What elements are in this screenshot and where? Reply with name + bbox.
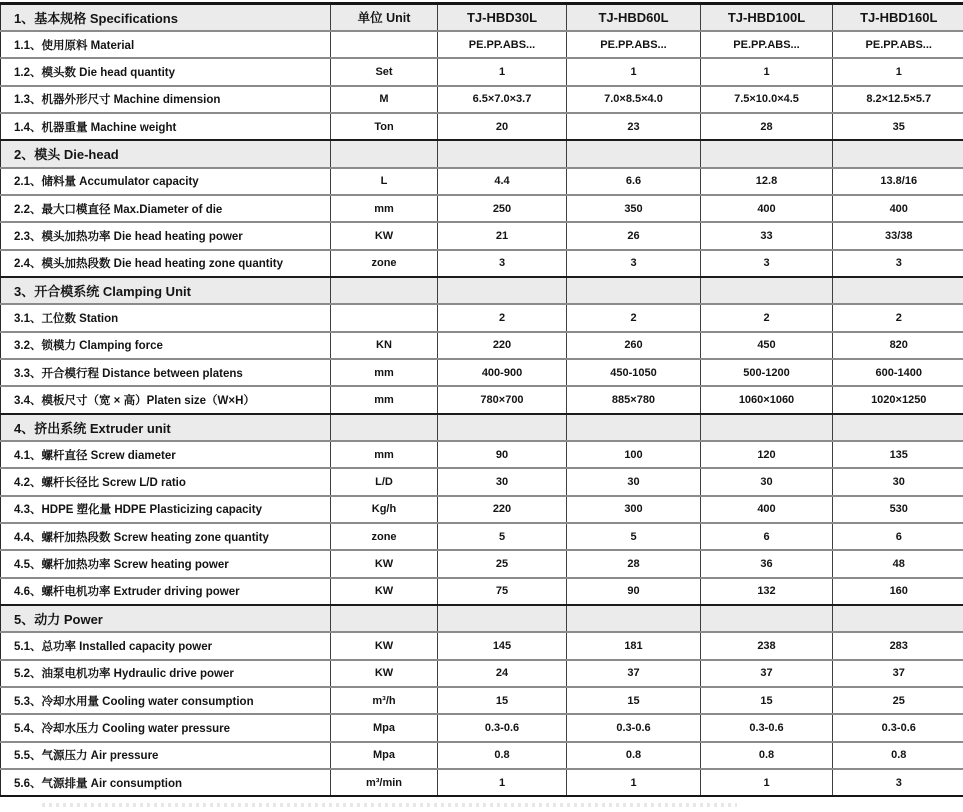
spec-value: 30: [567, 468, 701, 495]
spec-value: 2: [701, 304, 833, 331]
spec-label: 5.5、气源压力 Air pressure: [14, 750, 159, 763]
spec-value: 23: [567, 113, 701, 140]
spec-value: 145: [438, 632, 567, 659]
section-empty-value-cell: [701, 605, 833, 632]
section-empty-value-cell: [701, 414, 833, 441]
spec-label: 1.1、使用原料 Material: [14, 39, 135, 52]
spec-value: 500-1200: [701, 359, 833, 386]
spec-label: 4.3、HDPE 塑化量 HDPE Plasticizing capacity: [14, 504, 262, 517]
section-empty-value-cell: [833, 605, 963, 632]
spec-row: [1, 496, 963, 523]
spec-label: 3.3、开合模行程 Distance between platens: [14, 367, 243, 380]
section-title: 4、挤出系统 Extruder unit: [14, 420, 171, 436]
spec-label: 4.1、螺杆直径 Screw diameter: [14, 449, 176, 462]
spec-value: 28: [701, 113, 833, 140]
spec-unit: KW: [331, 222, 438, 249]
spec-value: 1020×1250: [833, 386, 963, 413]
section-empty-value-cell: [438, 414, 567, 441]
spec-value: 13.8/16: [833, 168, 963, 195]
spec-value: 120: [701, 441, 833, 468]
spec-value: 260: [567, 332, 701, 359]
spec-value: 15: [438, 687, 567, 714]
spec-value: 530: [833, 496, 963, 523]
spec-value: 400-900: [438, 359, 567, 386]
spec-value: 0.3-0.6: [833, 714, 963, 741]
spec-value: 90: [438, 441, 567, 468]
spec-table-body: [1, 31, 963, 797]
spec-row: [1, 304, 963, 331]
spec-value: 181: [567, 632, 701, 659]
spec-row: [1, 523, 963, 550]
spec-value: 25: [833, 687, 963, 714]
spec-row: [1, 332, 963, 359]
section-header-row: [1, 414, 963, 441]
spec-value: 1: [701, 769, 833, 796]
section-empty-value-cell: [701, 277, 833, 304]
section-empty-unit-cell: [331, 140, 438, 167]
spec-unit: mm: [331, 441, 438, 468]
specifications-section-title: 1、基本规格 Specifications: [14, 10, 178, 26]
spec-value: 15: [701, 687, 833, 714]
spec-value: 6: [833, 523, 963, 550]
spec-value: 30: [701, 468, 833, 495]
section-empty-value-cell: [567, 414, 701, 441]
model-column-header: TJ-HBD100L: [701, 4, 833, 31]
spec-value: 7.0×8.5×4.0: [567, 86, 701, 113]
spec-value: 1: [438, 769, 567, 796]
spec-value: 250: [438, 195, 567, 222]
section-empty-value-cell: [438, 277, 567, 304]
section-empty-value-cell: [567, 140, 701, 167]
spec-row: [1, 31, 963, 58]
spec-row: [1, 578, 963, 605]
spec-value: 1: [567, 58, 701, 85]
spec-value: 90: [567, 578, 701, 605]
spec-label: 4.5、螺杆加热功率 Screw heating power: [14, 559, 229, 572]
spec-value: 33/38: [833, 222, 963, 249]
section-empty-unit-cell: [331, 605, 438, 632]
spec-label: 3.2、锁模力 Clamping force: [14, 340, 163, 353]
spec-value: 1: [833, 58, 963, 85]
spec-unit: zone: [331, 523, 438, 550]
spec-unit: mm: [331, 359, 438, 386]
section-empty-unit-cell: [331, 414, 438, 441]
spec-value: 132: [701, 578, 833, 605]
section-empty-value-cell: [833, 414, 963, 441]
section-header-row: [1, 140, 963, 167]
spec-value: PE.PP.ABS...: [567, 31, 701, 58]
spec-value: 5: [567, 523, 701, 550]
spec-row: [1, 441, 963, 468]
section-header-row: [1, 277, 963, 304]
spec-value: 1: [701, 58, 833, 85]
spec-value: 3: [438, 250, 567, 277]
spec-value: 35: [833, 113, 963, 140]
section-empty-value-cell: [701, 140, 833, 167]
spec-value: 4.4: [438, 168, 567, 195]
spec-value: 3: [567, 250, 701, 277]
clipped-footnote-text: [42, 803, 737, 807]
spec-row: [1, 250, 963, 277]
spec-value: 820: [833, 332, 963, 359]
spec-label: 1.4、机器重量 Machine weight: [14, 121, 177, 134]
spec-value: 885×780: [567, 386, 701, 413]
spec-value: 37: [567, 660, 701, 687]
model-column-header: TJ-HBD60L: [567, 4, 701, 31]
unit-column-header: 单位 Unit: [331, 4, 438, 31]
spec-value: 1: [438, 58, 567, 85]
spec-row: [1, 742, 963, 769]
spec-value: 0.8: [438, 742, 567, 769]
spec-unit: Mpa: [331, 742, 438, 769]
section-empty-value-cell: [833, 140, 963, 167]
spec-row: [1, 359, 963, 386]
spec-unit: mm: [331, 386, 438, 413]
spec-value: 238: [701, 632, 833, 659]
spec-value: 0.3-0.6: [438, 714, 567, 741]
spec-value: 33: [701, 222, 833, 249]
spec-row: [1, 550, 963, 577]
spec-value: 400: [701, 496, 833, 523]
spec-value: 36: [701, 550, 833, 577]
spec-value: 7.5×10.0×4.5: [701, 86, 833, 113]
spec-label: 4.4、螺杆加热段数 Screw heating zone quantity: [14, 531, 269, 544]
spec-value: 600-1400: [833, 359, 963, 386]
spec-value: 2: [567, 304, 701, 331]
spec-value: 2: [438, 304, 567, 331]
spec-row: [1, 386, 963, 413]
model-column-header: TJ-HBD160L: [833, 4, 963, 31]
spec-value: 1060×1060: [701, 386, 833, 413]
spec-value: 37: [833, 660, 963, 687]
spec-row: [1, 660, 963, 687]
spec-value: 300: [567, 496, 701, 523]
section-title: 3、开合模系统 Clamping Unit: [14, 284, 191, 300]
spec-value: 15: [567, 687, 701, 714]
spec-value: 30: [833, 468, 963, 495]
spec-value: 283: [833, 632, 963, 659]
spec-value: 3: [701, 250, 833, 277]
spec-value: 0.3-0.6: [701, 714, 833, 741]
spec-label: 2.4、模头加热段数 Die head heating zone quantity: [14, 258, 284, 271]
spec-value: 160: [833, 578, 963, 605]
spec-label: 5.4、冷却水压力 Cooling water pressure: [14, 723, 230, 736]
spec-value: 37: [701, 660, 833, 687]
spec-value: 100: [567, 441, 701, 468]
spec-row: [1, 632, 963, 659]
spec-unit: M: [331, 86, 438, 113]
spec-row: [1, 222, 963, 249]
spec-value: 26: [567, 222, 701, 249]
section-empty-value-cell: [833, 277, 963, 304]
section-empty-value-cell: [438, 605, 567, 632]
spec-unit: L/D: [331, 468, 438, 495]
section-empty-unit-cell: [331, 277, 438, 304]
spec-value: 3: [833, 769, 963, 796]
spec-value: 220: [438, 332, 567, 359]
spec-row: [1, 468, 963, 495]
spec-unit: Kg/h: [331, 496, 438, 523]
spec-label: 2.3、模头加热功率 Die head heating power: [14, 230, 243, 243]
machine-spec-table: [0, 2, 963, 797]
spec-unit: KN: [331, 332, 438, 359]
spec-value: 25: [438, 550, 567, 577]
spec-value: PE.PP.ABS...: [833, 31, 963, 58]
spec-unit: KW: [331, 660, 438, 687]
spec-row: [1, 687, 963, 714]
spec-label: 5.1、总功率 Installed capacity power: [14, 641, 213, 654]
spec-unit: Ton: [331, 113, 438, 140]
spec-value: 5: [438, 523, 567, 550]
spec-unit: mm: [331, 195, 438, 222]
spec-unit: KW: [331, 632, 438, 659]
spec-value: 21: [438, 222, 567, 249]
spec-value: 0.8: [567, 742, 701, 769]
section-empty-value-cell: [567, 605, 701, 632]
spec-value: 30: [438, 468, 567, 495]
spec-value: 0.8: [833, 742, 963, 769]
spec-label: 4.2、螺杆长径比 Screw L/D ratio: [14, 477, 186, 490]
spec-unit: m³/min: [331, 769, 438, 796]
spec-label: 1.3、机器外形尺寸 Machine dimension: [14, 94, 221, 107]
spec-row: [1, 195, 963, 222]
spec-label: 2.2、最大口模直径 Max.Diameter of die: [14, 203, 223, 216]
spec-row: [1, 168, 963, 195]
spec-label: 3.4、模板尺寸（宽 × 高）Platen size（W×H）: [14, 394, 255, 407]
spec-unit: m³/h: [331, 687, 438, 714]
spec-unit: KW: [331, 550, 438, 577]
section-empty-value-cell: [438, 140, 567, 167]
spec-unit: [331, 304, 438, 331]
spec-value: 450: [701, 332, 833, 359]
spec-value: 350: [567, 195, 701, 222]
spec-unit: zone: [331, 250, 438, 277]
spec-value: 6.5×7.0×3.7: [438, 86, 567, 113]
spec-label: 1.2、模头数 Die head quantity: [14, 66, 176, 79]
spec-label: 4.6、螺杆电机功率 Extruder driving power: [14, 586, 240, 599]
spec-unit: Set: [331, 58, 438, 85]
section-title: 2、模头 Die-head: [14, 147, 119, 163]
spec-value: 6.6: [567, 168, 701, 195]
spec-value: 450-1050: [567, 359, 701, 386]
spec-row: [1, 86, 963, 113]
spec-unit: Mpa: [331, 714, 438, 741]
spec-value: 6: [701, 523, 833, 550]
model-column-header: TJ-HBD30L: [438, 4, 567, 31]
spec-unit: L: [331, 168, 438, 195]
spec-value: 2: [833, 304, 963, 331]
spec-unit: KW: [331, 578, 438, 605]
spec-value: 1: [567, 769, 701, 796]
spec-value: 24: [438, 660, 567, 687]
spec-label: 2.1、储料量 Accumulator capacity: [14, 176, 199, 189]
spec-value: 8.2×12.5×5.7: [833, 86, 963, 113]
spec-value: 400: [701, 195, 833, 222]
spec-value: 780×700: [438, 386, 567, 413]
spec-value: 20: [438, 113, 567, 140]
spec-row: [1, 714, 963, 741]
spec-value: 0.8: [701, 742, 833, 769]
spec-label: 3.1、工位数 Station: [14, 312, 119, 325]
spec-value: PE.PP.ABS...: [438, 31, 567, 58]
spec-value: 400: [833, 195, 963, 222]
spec-value: 3: [833, 250, 963, 277]
section-title: 5、动力 Power: [14, 612, 103, 628]
spec-value: 135: [833, 441, 963, 468]
spec-value: 0.3-0.6: [567, 714, 701, 741]
spec-row: [1, 769, 963, 796]
table-header-row: [1, 4, 963, 31]
spec-value: 12.8: [701, 168, 833, 195]
spec-value: PE.PP.ABS...: [701, 31, 833, 58]
spec-row: [1, 113, 963, 140]
spec-row: [1, 58, 963, 85]
section-empty-value-cell: [567, 277, 701, 304]
spec-label: 5.3、冷却水用量 Cooling water consumption: [14, 695, 254, 708]
spec-value: 48: [833, 550, 963, 577]
spec-value: 220: [438, 496, 567, 523]
section-header-row: [1, 605, 963, 632]
spec-value: 75: [438, 578, 567, 605]
spec-label: 5.2、油泵电机功率 Hydraulic drive power: [14, 668, 234, 681]
spec-label: 5.6、气源排量 Air consumption: [14, 777, 183, 790]
spec-value: 28: [567, 550, 701, 577]
spec-unit: [331, 31, 438, 58]
